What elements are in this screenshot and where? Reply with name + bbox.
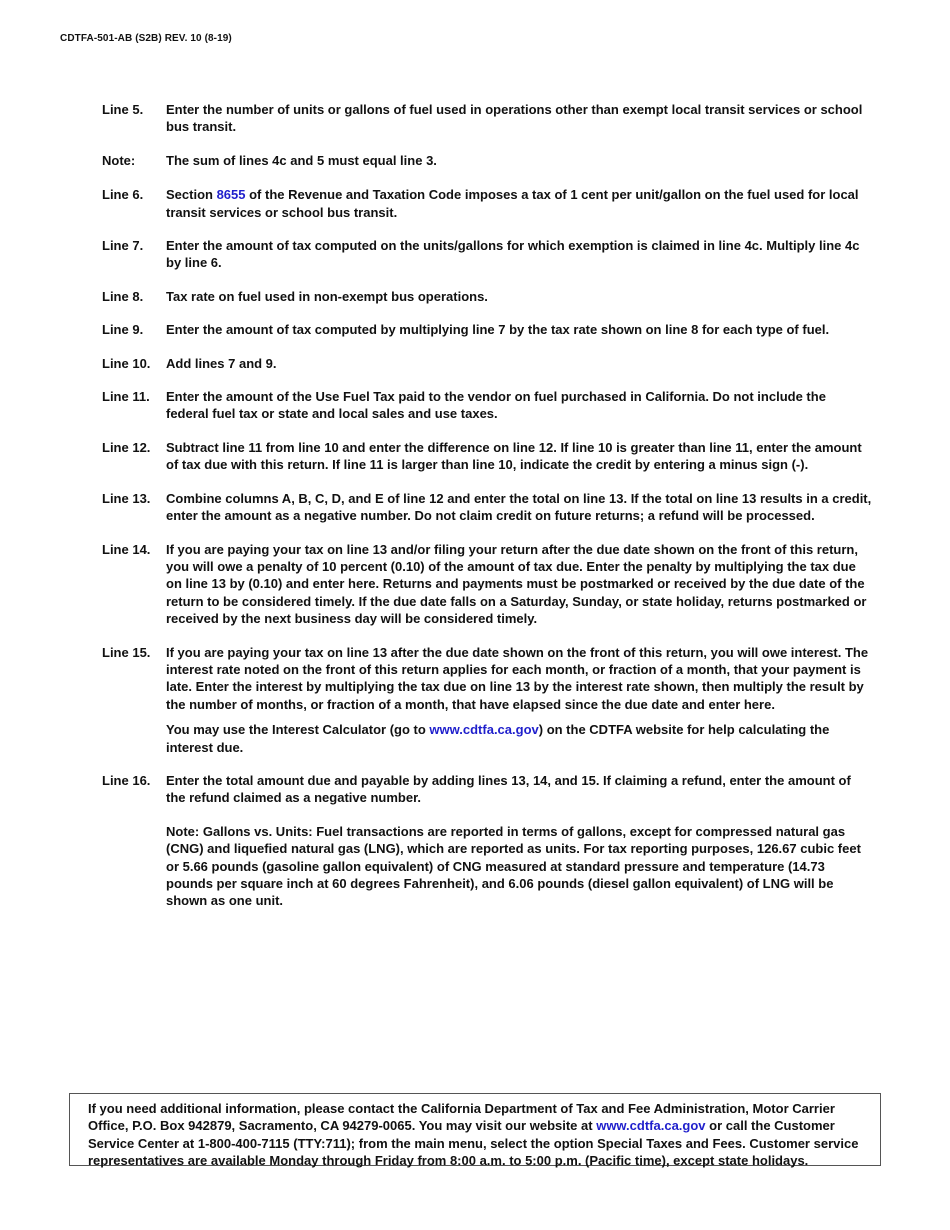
line-11-instruction [102,388,872,423]
line-text-prefix: Section [166,187,217,203]
note-instruction [102,152,872,169]
line-9-instruction [102,321,872,338]
line-label: Line 12. [102,439,151,455]
line-text: Combine columns A, B, C, D, and E of line 12 and enter the total on line 13. If the total on line 13 results in a credit, enter the amount as a negative number. Do not claim credit on future returns; a refund will be processed. [166,490,872,524]
line-label: Line 16. [102,772,151,788]
form-id: CDTFA-501-AB (S2B) REV. 10 (8-19) [60,33,232,44]
line-label: Line 9. [102,322,144,338]
line-label: Line 13. [102,490,151,506]
line-text: Enter the amount of tax computed by multiplying line 7 by the tax rate shown on line 8 for each type of fuel. [166,322,830,338]
line-text: If you are paying your tax on line 13 after the due date shown on the front of this return, you will owe interest. The interest rate noted on the front of this return applies for each month, or fraction of a month, that your payment is late. Enter the interest by multiplying the tax due on line 13 by the interest rate shown, then multiply the result by the number of months, or fraction of a month, that have elapsed since the due date and enter here. [166,644,869,712]
line-text [166,186,872,221]
gallons-vs-units-note: Note: Gallons vs. Units: Fuel transactions are reported in terms of gallons, except for compressed natural gas (CNG) and liquefied natural gas (LNG), which are reported as units. For tax reporting purposes, 126.67 cubic feet or 5.66 pounds (gasoline gallon equivalent) of CNG measured at standard pressure and temperature (14.73 pounds per square inch at 60 degrees Fahrenheit), and 6.06 pounds (diesel gallon equivalent) of LNG will be shown as one unit. [166,823,861,909]
line-label: Line 10. [102,355,151,371]
line-text: Add lines 7 and 9. [166,355,277,371]
line-8-instruction [102,288,872,305]
line-label: Line 7. [102,238,144,254]
line-label: Note: [102,152,136,168]
contact-text-suffix: or call the Customer Service Center at 1-800-400-7115 (TTY:711); from the main menu, select the option Special Taxes and Fees. Customer service representatives are available Monday through Friday from 8:00 a.m. to 5:00 p.m. (Pacific time), except state holidays. [88,1118,859,1169]
contact-info-box [69,1093,881,1169]
line-label: Line 11. [102,389,150,405]
line-text: Tax rate on fuel used in non-exempt bus operations. [166,288,488,304]
line-13-instruction [102,490,872,525]
line-text-block [166,644,872,756]
line-15-instruction [102,644,872,756]
cdtfa-website-link[interactable]: www.cdtfa.ca.gov [596,1118,706,1134]
line-label: Line 8. [102,288,144,304]
line-text-block [166,772,872,910]
line-label: Line 6. [102,187,144,203]
line-16-instruction [102,772,872,910]
line-text: Subtract line 11 from line 10 and enter the difference on line 12. If line 10 is greater than line 11, enter the amount of tax due with this return. If line 11 is larger than line 10, indicate the credit by entering a minus sign (-). [166,439,862,473]
line-label: Line 14. [102,541,151,557]
line-7-instruction [102,237,872,272]
code-section-link[interactable]: 8655 [216,187,246,203]
note-prefix: You may use the Interest Calculator (go to [166,722,430,738]
line-text-suffix: of the Revenue and Taxation Code imposes a tax of 1 cent per unit/gallon on the fuel used for local transit services or school bus transit. [166,187,859,220]
line-label: Line 15. [102,644,151,660]
line-text: Enter the total amount due and payable by adding lines 13, 14, and 15. If claiming a refund, enter the amount of the refund claimed as a negative number. [166,772,851,806]
line-text: Enter the amount of the Use Fuel Tax paid to the vendor on fuel purchased in California. Do not include the federal fuel tax or state and local sales and use taxes. [166,389,826,422]
line-text: If you are paying your tax on line 13 and/or filing your return after the due date shown on the front of this return, you will owe a penalty of 10 percent (0.10) of the amount of tax due. Enter the penalty by multiplying the tax due on line 13 by (0.10) and enter here. Returns and payments must be postmarked or received by the due date of the return to be considered timely. If the due date falls on a Saturday, Sunday, or state holiday, returns postmarked or received by the next business day will be considered timely. [166,541,867,627]
line-text: Enter the amount of tax computed on the units/gallons for which exemption is claimed in line 4c. Multiply line 4c by line 6. [166,238,860,271]
line-10-instruction [102,355,872,372]
line-14-instruction [102,541,872,628]
line-12-instruction [102,439,872,474]
interest-calculator-note [166,721,872,756]
instructions-list [102,101,872,910]
note-suffix: ) on the CDTFA website for help calculating the interest due. [166,722,830,755]
cdtfa-website-link[interactable]: www.cdtfa.ca.gov [429,722,539,738]
contact-text-prefix: If you need additional information, please contact the California Department of Tax and Fee Administration, Motor Carrier Office, P.O. Box 942879, Sacramento, CA 94279-0065. You may visit our website at [88,1101,835,1134]
line-label: Line 5. [102,102,144,117]
line-text: The sum of lines 4c and 5 must equal line 3. [166,152,437,168]
line-text: Enter the number of units or gallons of fuel used in operations other than exempt local transit services or school bus transit. [166,102,863,135]
line-6-instruction [102,186,872,221]
line-5-instruction [102,101,872,136]
